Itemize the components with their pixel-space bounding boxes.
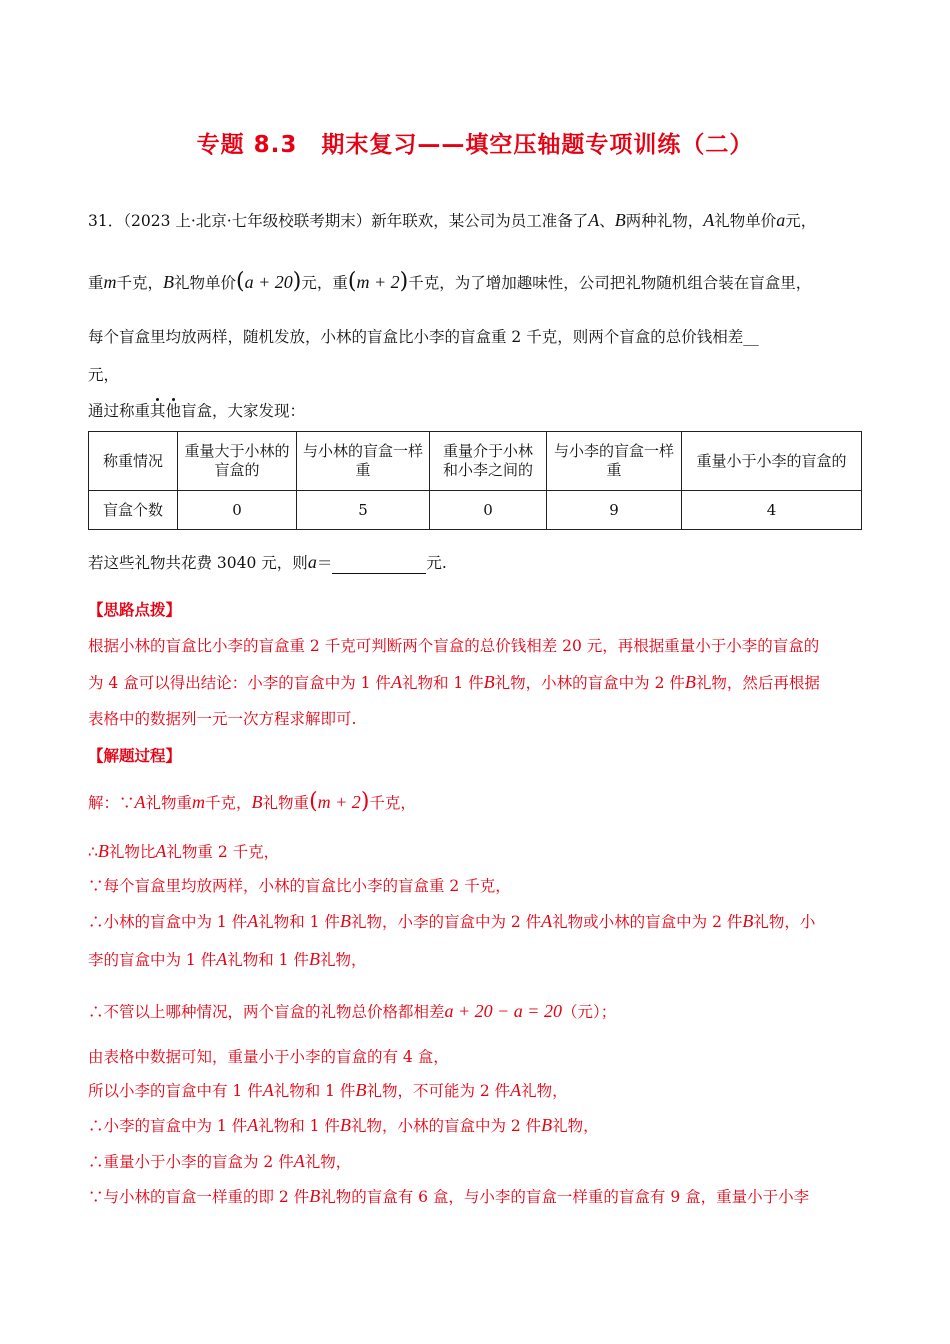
- hint-heading: 【思路点拨】: [88, 600, 182, 619]
- problem-line-1: 31．（2023 上·北京·七年级校联考期末）新年联欢，某公司为员工准备了A、B两种礼物，A礼物单价a元，: [88, 210, 817, 230]
- answer-blank[interactable]: [332, 551, 426, 574]
- solution-line-8: 所以小李的盲盒中有 1 件A礼物和 1 件B礼物，不可能为 2 件A礼物，: [88, 1080, 568, 1100]
- problem-last-line: 若这些礼物共花费 3040 元，则a＝ 元.: [88, 552, 447, 572]
- page-title: 专题 8.3 期末复习——填空压轴题专项训练（二）: [196, 132, 754, 158]
- table-cell: 0: [178, 491, 297, 530]
- weighing-table: [88, 431, 862, 530]
- problem-line-5: 通过称重其他盲盒，大家发现：: [88, 402, 306, 420]
- table-cell: 0: [430, 491, 547, 530]
- solution-line-10: ∴重量小于小李的盲盒为 2 件A礼物，: [88, 1151, 352, 1171]
- table-cell: 重量小于小李的盲盒的: [682, 432, 862, 491]
- table-cell: 9: [547, 491, 682, 530]
- problem-line-3: 每个盲盒里均放两样，随机发放，小林的盲盒比小李的盲盒重 2 千克，则两个盲盒的总价钱相差__: [88, 328, 759, 346]
- hint-line-3: 表格中的数据列一元一次方程求解即可.: [88, 710, 357, 728]
- solution-line-7: 由表格中数据可知，重量小于小李的盲盒的有 4 盒，: [88, 1048, 449, 1066]
- solution-line-4: ∴小林的盲盒中为 1 件A礼物和 1 件B礼物，小李的盲盒中为 2 件A礼物或小林的盲盒中为 2 件B礼物，小: [88, 911, 816, 931]
- table-cell: 重量介于小林和小李之间的: [430, 432, 547, 491]
- solution-line-9: ∴小李的盲盒中为 1 件A礼物和 1 件B礼物，小林的盲盒中为 2 件B礼物，: [88, 1115, 599, 1135]
- table-cell: 重量大于小林的盲盒的: [178, 432, 297, 491]
- problem-number: 31．: [88, 212, 124, 230]
- table-cell: 5: [297, 491, 430, 530]
- problem-line-4: 元，: [88, 366, 120, 384]
- solution-line-11: ∵与小林的盲盒一样重的即 2 件B礼物的盲盒有 6 盒，与小李的盲盒一样重的盲盒有 9 盒，重量小于小李: [88, 1186, 810, 1206]
- solution-line-6: ∴不管以上哪种情况，两个盲盒的礼物总价格都相差a + 20 − a = 20（元）；: [88, 1001, 617, 1021]
- solution-line-3: ∵每个盲盒里均放两样，小林的盲盒比小李的盲盒重 2 千克，: [88, 877, 511, 895]
- table-header-row: [89, 432, 862, 491]
- solution-heading: 【解题过程】: [88, 746, 182, 765]
- table-cell: 4: [682, 491, 862, 530]
- table-cell: 与小林的盲盒一样重: [297, 432, 430, 491]
- problem-line-2: 重m千克，B礼物单价(a + 20)元，重(m + 2)千克，为了增加趣味性，公司把礼物随机组合装在盲盒里，: [88, 269, 812, 294]
- hint-line-1: 根据小林的盲盒比小李的盲盒重 2 千克可判断两个盲盒的总价钱相差 20 元，再根据重量小于小李的盲盒的: [88, 637, 820, 655]
- table-row: [89, 491, 862, 530]
- problem-source: （2023 上·北京·七年级校联考期末）: [123, 212, 372, 230]
- solution-line-2: ∴B礼物比A礼物重 2 千克，: [88, 841, 280, 861]
- table-cell: 与小李的盲盒一样重: [547, 432, 682, 491]
- table-cell: 称重情况: [89, 432, 178, 491]
- table-cell: 盲盒个数: [89, 491, 178, 530]
- solution-line-1: 解：∵A礼物重m千克，B礼物重(m + 2)千克，: [88, 789, 416, 814]
- solution-line-5: 李的盲盒中为 1 件A礼物和 1 件B礼物，: [88, 949, 367, 969]
- hint-line-2: 为 4 盒可以得出结论：小李的盲盒中为 1 件A礼物和 1 件B礼物，小林的盲盒中为 2 件B礼物，然后再根据: [88, 672, 820, 692]
